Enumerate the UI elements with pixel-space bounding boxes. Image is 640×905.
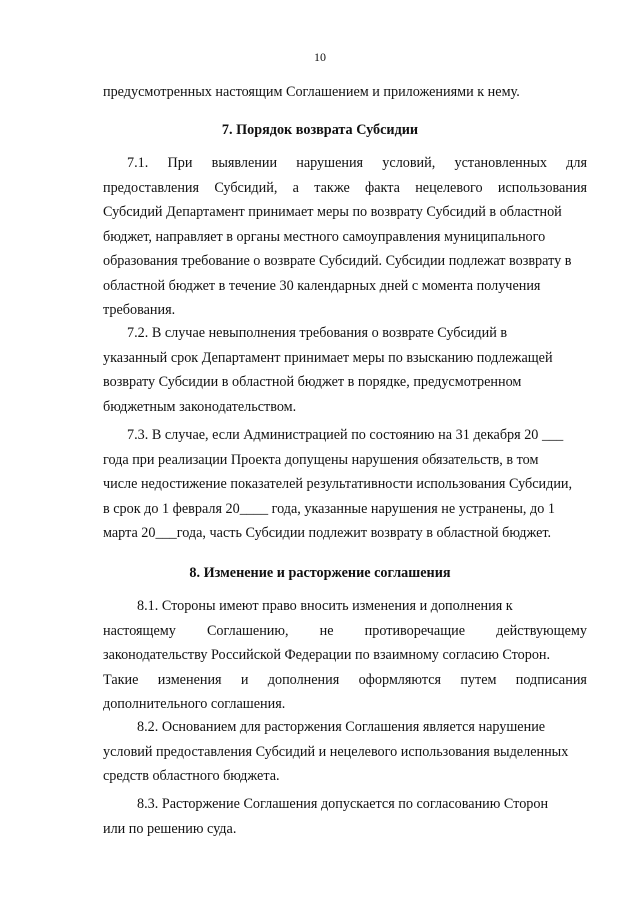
paragraph-7-2 (103, 321, 587, 419)
text-line: 8.1. Стороны имеют право вносить изменения и дополнения к (137, 598, 513, 614)
text-line: требования. (103, 302, 176, 318)
word: подписания (515, 671, 587, 688)
word: предоставления (103, 179, 200, 196)
text-line: возврату Субсидии в областной бюджет в порядке, предусмотренном (103, 374, 522, 390)
paragraph-8-1 (103, 594, 587, 717)
intro-line: предусмотренных настоящим Соглашением и приложениями к нему. (103, 84, 520, 100)
word: условий, (382, 155, 436, 171)
section-7-title: 7. Порядок возврата Субсидии (221, 122, 419, 138)
page-number: 10 (314, 50, 326, 64)
word: не (319, 622, 334, 639)
section-8-title: 8. Изменение и расторжение соглашения (189, 565, 451, 581)
text-line: бюджет, направляет в органы местного самоуправления муниципального (103, 228, 546, 245)
paragraph-8-2 (103, 715, 587, 789)
text-line (103, 619, 587, 644)
word: настоящему (103, 622, 176, 639)
word: также (314, 179, 350, 196)
word: для (566, 155, 587, 171)
text-line: года при реализации Проекта допущены нарушения обязательств, в том (103, 451, 539, 468)
word: изменения (157, 671, 222, 688)
word: При (167, 155, 193, 171)
intro-text (103, 80, 587, 105)
text-line: 7.3. В случае, если Администрацией по состоянию на 31 декабря 20 ___ (127, 427, 564, 443)
text-line: 8.2. Основанием для расторжения Соглашения является нарушение (137, 719, 546, 735)
text-line: областной бюджет в течение 30 календарных дней с момента получения (103, 277, 541, 294)
text-line: 7.2. В случае невыполнения требования о возврате Субсидий в (127, 325, 508, 341)
text-line: дополнительного соглашения. (103, 696, 286, 712)
text-line: или по решению суда. (103, 820, 237, 837)
text-line: Субсидий Департамент принимает меры по возврату Субсидий в областной (103, 204, 562, 220)
paragraph-7-1 (103, 151, 587, 323)
text-line: бюджетным законодательством. (103, 398, 297, 415)
word: противоречащие (364, 622, 466, 639)
word: установленных (454, 155, 547, 171)
text-line: указанный срок Департамент принимает меры по взысканию подлежащей (103, 349, 553, 366)
word: факта (365, 179, 400, 196)
text-line: законодательству Российской Федерации по взаимному согласию Сторон. (103, 647, 551, 663)
text-line: образования требование о возврате Субсидий. Субсидии подлежат возврату в (103, 253, 572, 269)
text-line: марта 20___года, часть Субсидии подлежит возврату в областной бюджет. (103, 525, 552, 541)
word: дополнения (267, 671, 340, 688)
word: оформляются (358, 671, 442, 688)
word: выявлении (211, 155, 278, 171)
word: а (292, 179, 299, 196)
word: путем (460, 671, 497, 688)
text-line (103, 668, 587, 693)
text-line: числе недостижение показателей результативности использования Субсидии, (103, 476, 573, 492)
word: Такие (103, 671, 139, 688)
word: нарушения (296, 155, 364, 171)
text-line (103, 176, 587, 201)
text-line (103, 151, 587, 176)
word: 7.1. (127, 155, 149, 171)
word: и (240, 671, 249, 688)
text-line: условий предоставления Субсидий и нецелевого использования выделенных (103, 743, 569, 760)
paragraph-8-3 (103, 792, 587, 841)
word: Субсидий, (214, 179, 278, 196)
word: действующему (496, 622, 587, 639)
text-line: средств областного бюджета. (103, 768, 280, 784)
text-line: 8.3. Расторжение Соглашения допускается по согласованию Сторон (137, 796, 549, 812)
text-line: в срок до 1 февраля 20____ года, указанные нарушения не устранены, до 1 (103, 500, 555, 517)
word: Соглашению, (206, 622, 289, 639)
word: нецелевого (415, 179, 483, 196)
paragraph-7-3 (103, 423, 587, 546)
word: использования (497, 179, 587, 196)
